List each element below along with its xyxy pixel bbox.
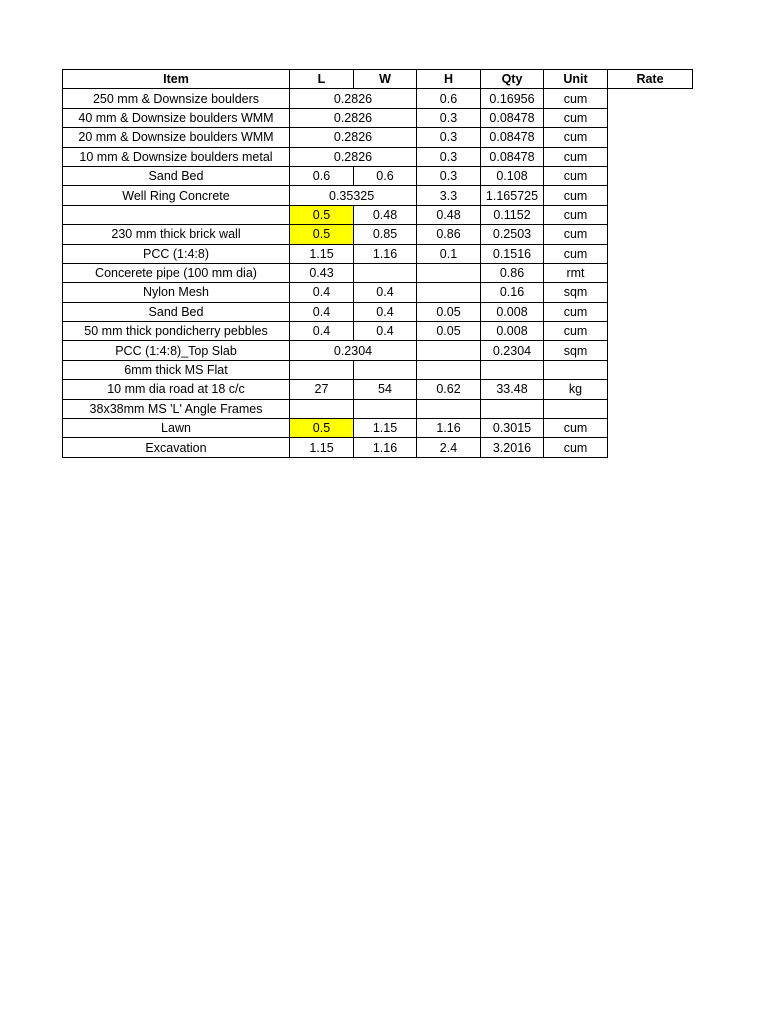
unit-cell[interactable]: cum [544,225,608,244]
item-cell[interactable]: 230 mm thick brick wall [63,225,290,244]
item-cell[interactable]: Concerete pipe (100 mm dia) [63,263,290,282]
area-cell[interactable]: 0.35325 [290,186,417,205]
unit-cell[interactable]: cum [544,128,608,147]
qty-cell[interactable]: 0.16 [481,283,544,302]
qty-cell[interactable]: 0.008 [481,322,544,341]
rate-cell[interactable] [608,186,693,205]
rate-cell[interactable] [608,128,693,147]
header-qty[interactable]: Qty [481,70,544,89]
unit-cell[interactable]: cum [544,205,608,224]
width-cell[interactable]: 0.48 [354,205,417,224]
table-row [63,263,693,282]
item-cell[interactable]: Excavation [63,438,290,457]
height-cell[interactable]: 0.1 [417,244,481,263]
rate-cell[interactable] [608,360,693,379]
table-row [63,322,693,341]
length-cell[interactable]: 0.5 [290,205,354,224]
table-row [63,205,693,224]
width-cell[interactable]: 54 [354,380,417,399]
item-cell[interactable]: 10 mm & Downsize boulders metal [63,147,290,166]
qty-cell[interactable]: 0.3015 [481,419,544,438]
height-cell[interactable]: 0.05 [417,302,481,321]
header-rate[interactable]: Rate [608,70,693,89]
table-row [63,302,693,321]
unit-cell[interactable]: sqm [544,341,608,360]
qty-cell[interactable]: 0.2304 [481,341,544,360]
unit-cell[interactable]: cum [544,244,608,263]
unit-cell[interactable]: rmt [544,263,608,282]
width-cell[interactable]: 1.16 [354,244,417,263]
unit-cell[interactable] [544,360,608,379]
height-cell[interactable]: 0.48 [417,205,481,224]
table-row [63,380,693,399]
length-cell[interactable]: 0.4 [290,283,354,302]
item-cell[interactable]: Lawn [63,419,290,438]
header-item[interactable]: Item [63,70,290,89]
rate-cell[interactable] [608,419,693,438]
width-cell[interactable]: 0.4 [354,283,417,302]
table-row [63,438,693,457]
height-cell[interactable]: 0.05 [417,322,481,341]
height-cell[interactable]: 0.62 [417,380,481,399]
item-cell[interactable]: 40 mm & Downsize boulders WMM [63,108,290,127]
unit-cell[interactable]: cum [544,419,608,438]
height-cell[interactable]: 0.3 [417,108,481,127]
width-cell[interactable] [354,263,417,282]
rate-cell[interactable] [608,166,693,185]
height-cell[interactable] [417,263,481,282]
unit-cell[interactable]: cum [544,89,608,108]
qty-cell[interactable]: 0.1516 [481,244,544,263]
table-row [63,244,693,263]
height-cell[interactable]: 0.6 [417,89,481,108]
table-row [63,89,693,108]
length-cell[interactable] [290,399,354,418]
rate-cell[interactable] [608,225,693,244]
rate-cell[interactable] [608,399,693,418]
rate-cell[interactable] [608,244,693,263]
qty-cell[interactable]: 1.165725 [481,186,544,205]
header-length[interactable]: L [290,70,354,89]
length-cell[interactable]: 0.5 [290,419,354,438]
item-cell[interactable]: PCC (1:4:8) [63,244,290,263]
width-cell[interactable]: 0.6 [354,166,417,185]
qty-cell[interactable]: 0.08478 [481,147,544,166]
width-cell[interactable] [354,399,417,418]
qty-cell[interactable]: 0.1152 [481,205,544,224]
height-cell[interactable] [417,399,481,418]
table-row [63,108,693,127]
table-row [63,283,693,302]
length-cell[interactable]: 0.4 [290,302,354,321]
item-cell[interactable]: Nylon Mesh [63,283,290,302]
item-cell[interactable]: 250 mm & Downsize boulders [63,89,290,108]
width-cell[interactable]: 1.16 [354,438,417,457]
item-cell[interactable]: PCC (1:4:8)_Top Slab [63,341,290,360]
width-cell[interactable] [354,360,417,379]
height-cell[interactable]: 3.3 [417,186,481,205]
length-cell[interactable]: 1.15 [290,438,354,457]
length-cell[interactable]: 0.6 [290,166,354,185]
unit-cell[interactable]: cum [544,322,608,341]
width-cell[interactable]: 0.4 [354,322,417,341]
length-cell[interactable]: 27 [290,380,354,399]
table-row [63,147,693,166]
height-cell[interactable]: 0.86 [417,225,481,244]
length-cell[interactable]: 0.4 [290,322,354,341]
height-cell[interactable] [417,341,481,360]
item-cell[interactable]: Sand Bed [63,302,290,321]
area-cell[interactable]: 0.2826 [290,108,417,127]
header-unit[interactable]: Unit [544,70,608,89]
height-cell[interactable]: 1.16 [417,419,481,438]
qty-cell[interactable]: 0.16956 [481,89,544,108]
qty-cell[interactable]: 3.2016 [481,438,544,457]
rate-cell[interactable] [608,380,693,399]
unit-cell[interactable]: sqm [544,283,608,302]
table-row [63,419,693,438]
height-cell[interactable]: 0.3 [417,166,481,185]
unit-cell[interactable]: cum [544,302,608,321]
qty-cell[interactable]: 0.008 [481,302,544,321]
item-cell[interactable]: 6mm thick MS Flat [63,360,290,379]
rate-cell[interactable] [608,263,693,282]
qty-cell[interactable]: 0.108 [481,166,544,185]
unit-cell[interactable]: cum [544,438,608,457]
width-cell[interactable]: 1.15 [354,419,417,438]
unit-cell[interactable]: cum [544,166,608,185]
qty-cell[interactable]: 0.2503 [481,225,544,244]
area-cell[interactable]: 0.2304 [290,341,417,360]
qty-cell[interactable]: 0.08478 [481,108,544,127]
table-row [63,225,693,244]
unit-cell[interactable] [544,399,608,418]
header-row [63,70,693,89]
unit-cell[interactable]: kg [544,380,608,399]
area-cell[interactable]: 0.2826 [290,128,417,147]
length-cell[interactable]: 0.5 [290,225,354,244]
unit-cell[interactable]: cum [544,108,608,127]
item-cell[interactable]: 10 mm dia road at 18 c/c [63,380,290,399]
qty-cell[interactable]: 0.08478 [481,128,544,147]
table-row [63,341,693,360]
item-cell[interactable]: Sand Bed [63,166,290,185]
height-cell[interactable] [417,360,481,379]
table-row [63,399,693,418]
table-row [63,166,693,185]
height-cell[interactable]: 0.3 [417,147,481,166]
width-cell[interactable]: 0.4 [354,302,417,321]
rate-cell[interactable] [608,205,693,224]
qty-cell[interactable] [481,360,544,379]
rate-cell[interactable] [608,322,693,341]
table-row [63,128,693,147]
header-width[interactable]: W [354,70,417,89]
length-cell[interactable]: 0.43 [290,263,354,282]
item-cell[interactable]: 50 mm thick pondicherry pebbles [63,322,290,341]
item-cell[interactable]: Well Ring Concrete [63,186,290,205]
qty-cell[interactable] [481,399,544,418]
header-height[interactable]: H [417,70,481,89]
height-cell[interactable]: 0.3 [417,128,481,147]
unit-cell[interactable]: cum [544,186,608,205]
area-cell[interactable]: 0.2826 [290,147,417,166]
height-cell[interactable]: 2.4 [417,438,481,457]
rate-cell[interactable] [608,438,693,457]
item-cell[interactable] [63,205,290,224]
estimate-table [62,69,693,458]
qty-cell[interactable]: 0.86 [481,263,544,282]
rate-cell[interactable] [608,341,693,360]
rate-cell[interactable] [608,108,693,127]
unit-cell[interactable]: cum [544,147,608,166]
table-row [63,186,693,205]
area-cell[interactable]: 0.2826 [290,89,417,108]
length-cell[interactable]: 1.15 [290,244,354,263]
item-cell[interactable]: 38x38mm MS 'L' Angle Frames [63,399,290,418]
item-cell[interactable]: 20 mm & Downsize boulders WMM [63,128,290,147]
rate-cell[interactable] [608,302,693,321]
length-cell[interactable] [290,360,354,379]
qty-cell[interactable]: 33.48 [481,380,544,399]
rate-cell[interactable] [608,283,693,302]
rate-cell[interactable] [608,89,693,108]
height-cell[interactable] [417,283,481,302]
rate-cell[interactable] [608,147,693,166]
width-cell[interactable]: 0.85 [354,225,417,244]
table-row [63,360,693,379]
